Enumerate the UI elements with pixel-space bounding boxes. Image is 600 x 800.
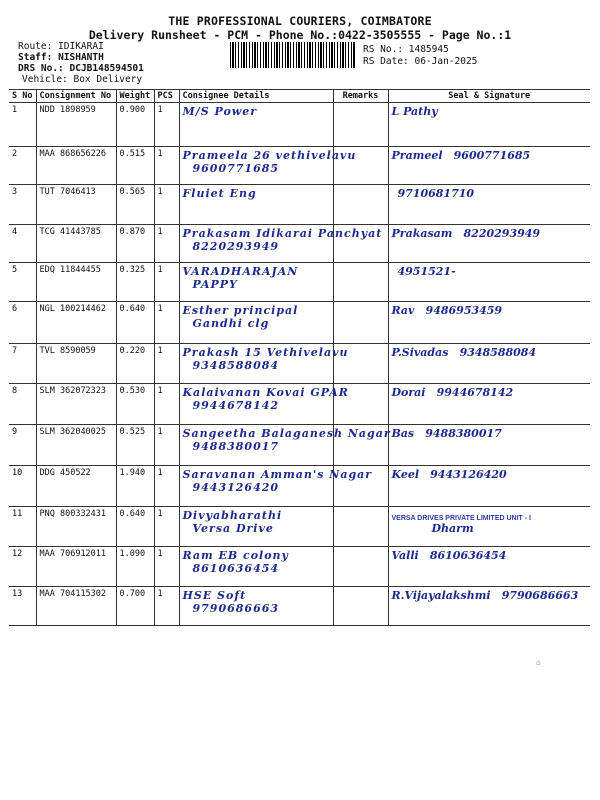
receiver-phone: 4951521-: [397, 265, 456, 278]
cell-weight: 0.325: [116, 263, 154, 302]
consignee-name: Fluiet Eng: [182, 187, 257, 200]
drs-label: DRS No.:: [18, 63, 64, 74]
cell-pcs: 1: [154, 507, 179, 547]
cell-consignee: [179, 185, 333, 225]
cell-signature: [388, 302, 590, 344]
consignee-detail: 9348588084: [192, 359, 280, 372]
cell-pcs: 1: [154, 185, 179, 225]
cell-sno: 6: [9, 302, 36, 344]
consignee-detail: 9790686663: [192, 602, 280, 615]
table-row: [9, 185, 590, 225]
cell-signature: [388, 103, 590, 147]
consignee-detail: 8610636454: [192, 562, 280, 575]
table-row: [9, 384, 590, 425]
table-row: [9, 225, 590, 263]
cell-pcs: 1: [154, 425, 179, 466]
cell-remarks: [333, 507, 388, 547]
receiver-phone: 9710681710: [397, 187, 475, 200]
consignee-detail: Versa Drive: [192, 522, 274, 535]
table-row: [9, 547, 590, 587]
vehicle-label: Vehicle: Box Delivery: [22, 74, 143, 85]
cell-weight: 1.940: [116, 466, 154, 507]
cell-consignment: MAA 868656226: [36, 147, 116, 185]
cell-pcs: 1: [154, 547, 179, 587]
col-consignee: Consignee Details: [179, 90, 333, 103]
consignee-detail: PAPPY: [192, 278, 238, 291]
col-pcs: PCS: [154, 90, 179, 103]
cell-weight: 0.220: [116, 344, 154, 384]
cell-sno: 10: [9, 466, 36, 507]
cell-consignment: MAA 704115302: [36, 587, 116, 626]
cell-pcs: 1: [154, 302, 179, 344]
consignee-name: Ram EB colony: [182, 549, 289, 562]
cell-weight: 0.565: [116, 185, 154, 225]
cell-pcs: 1: [154, 466, 179, 507]
cell-pcs: 1: [154, 103, 179, 147]
rs-info: [363, 44, 477, 68]
table-row: [9, 587, 590, 626]
cell-pcs: 1: [154, 587, 179, 626]
cell-signature: [388, 344, 590, 384]
consignee-name: HSE Soft: [182, 589, 247, 602]
cell-consignment: EDQ 11844455: [36, 263, 116, 302]
cell-consignment: SLM 362072323: [36, 384, 116, 425]
staff-name: NISHANTH: [58, 52, 104, 63]
scan-mark: ⌂: [536, 658, 541, 667]
cell-consignee: [179, 507, 333, 547]
cell-remarks: [333, 384, 388, 425]
cell-remarks: [333, 225, 388, 263]
cell-weight: 0.700: [116, 587, 154, 626]
cell-consignment: NGL 100214462: [36, 302, 116, 344]
cell-signature: [388, 384, 590, 425]
signature: Dorai: [391, 386, 426, 399]
cell-sno: 5: [9, 263, 36, 302]
cell-signature: [388, 547, 590, 587]
table-row: [9, 344, 590, 384]
cell-pcs: 1: [154, 384, 179, 425]
cell-sno: 7: [9, 344, 36, 384]
cell-consignment: SLM 362040025: [36, 425, 116, 466]
cell-pcs: 1: [154, 147, 179, 185]
cell-signature: [388, 147, 590, 185]
consignee-detail: 9944678142: [192, 399, 280, 412]
cell-weight: 0.530: [116, 384, 154, 425]
cell-signature: [388, 185, 590, 225]
cell-signature: [388, 466, 590, 507]
cell-signature: [388, 587, 590, 626]
cell-signature: [388, 507, 590, 547]
consignee-name: Prameela 26 vethivelavu: [182, 149, 357, 162]
cell-consignment: TVL 8590059: [36, 344, 116, 384]
signature: Keel: [391, 468, 419, 481]
cell-consignee: [179, 225, 383, 263]
runsheet-table: [9, 89, 590, 626]
signature: Prameel: [391, 149, 443, 162]
signature: Dharm: [431, 522, 474, 535]
signature: P.Sivadas: [391, 346, 449, 359]
col-consignment: Consignment No: [36, 90, 116, 103]
cell-pcs: 1: [154, 263, 179, 302]
drs-value: DCJB148594501: [69, 63, 144, 74]
cell-consignee: [179, 147, 357, 185]
signature: Prakasam: [391, 227, 453, 240]
cell-signature: [388, 263, 590, 302]
receiver-phone: 8220293949: [463, 227, 541, 240]
receiver-phone: 9443126420: [430, 468, 507, 481]
cell-consignment: PNQ 800332431: [36, 507, 116, 547]
cell-sno: 9: [9, 425, 36, 466]
table-row: [9, 147, 590, 185]
cell-consignee: [179, 103, 333, 147]
table-row: [9, 507, 590, 547]
cell-remarks: [333, 587, 388, 626]
cell-remarks: [333, 302, 388, 344]
cell-consignee: [179, 547, 333, 587]
cell-consignment: TUT 7046413: [36, 185, 116, 225]
cell-consignee: [179, 425, 391, 466]
table-header-row: [9, 90, 590, 103]
cell-consignment: NDD 1898959: [36, 103, 116, 147]
receiver-phone: 9486953459: [425, 304, 503, 317]
cell-weight: 0.870: [116, 225, 154, 263]
cell-sno: 1: [9, 103, 36, 147]
staff-label: Staff:: [18, 52, 53, 63]
cell-sno: 4: [9, 225, 36, 263]
cell-consignment: MAA 706912011: [36, 547, 116, 587]
signature: Bas: [391, 427, 415, 440]
cell-remarks: [333, 263, 388, 302]
cell-remarks: [333, 185, 388, 225]
cell-pcs: 1: [154, 344, 179, 384]
consignee-detail: 9443126420: [192, 481, 280, 494]
cell-remarks: [333, 344, 388, 384]
consignee-name: Prakash 15 Vethivelavu: [182, 346, 349, 359]
cell-weight: 0.515: [116, 147, 154, 185]
cell-weight: 0.640: [116, 507, 154, 547]
rs-number: RS No.: 1485945: [363, 44, 449, 55]
signature: L Pathy: [391, 105, 438, 118]
cell-sno: 13: [9, 587, 36, 626]
cell-signature: [388, 225, 590, 263]
cell-consignee: [179, 466, 373, 507]
company-title: THE PROFESSIONAL COURIERS, COIMBATORE: [168, 14, 432, 28]
cell-pcs: 1: [154, 225, 179, 263]
consignee-detail: Gandhi clg: [192, 317, 270, 330]
cell-remarks: [333, 147, 388, 185]
runsheet-subtitle: Delivery Runsheet - PCM - Phone No.:0422-3505555 - Page No.:1: [88, 28, 512, 42]
cell-weight: 0.640: [116, 302, 154, 344]
consignee-name: Kalaivanan Kovai GPAR: [182, 386, 349, 399]
receiver-phone: 8610636454: [429, 549, 507, 562]
table-row: [9, 302, 590, 344]
consignee-name: Divyabharathi: [182, 509, 283, 522]
cell-consignee: [179, 263, 333, 302]
route-label: Route: IDIKARAI: [18, 41, 104, 52]
receiver-phone: 9944678142: [436, 386, 514, 399]
col-signature: Seal & Signature: [388, 90, 590, 103]
consignee-name: M/S Power: [182, 105, 258, 118]
cell-sno: 12: [9, 547, 36, 587]
consignee-name: Saravanan Amman's Nagar: [182, 468, 373, 481]
cell-remarks: [333, 425, 388, 466]
cell-remarks: [333, 103, 388, 147]
rs-date: RS Date: 06-Jan-2025: [363, 56, 478, 67]
cell-weight: 0.900: [116, 103, 154, 147]
cell-consignee: [179, 302, 333, 344]
cell-signature: [388, 425, 590, 466]
signature: Rav: [391, 304, 415, 317]
col-sno: S No: [9, 90, 36, 103]
cell-remarks: [333, 466, 388, 507]
table-row: [9, 425, 590, 466]
cell-sno: 11: [9, 507, 36, 547]
cell-sno: 3: [9, 185, 36, 225]
col-weight: Weight: [116, 90, 154, 103]
receiver-phone: 9600771685: [453, 149, 531, 162]
table-row: [9, 466, 590, 507]
consignee-detail: 9488380017: [192, 440, 280, 453]
cell-remarks: [333, 547, 388, 587]
cell-sno: 8: [9, 384, 36, 425]
receiver-phone: 9790686663: [501, 589, 579, 602]
barcode-image: [230, 42, 355, 68]
table-row: [9, 103, 590, 147]
consignee-name: Sangeetha Balaganesh Nagar: [182, 427, 391, 440]
table-row: [9, 263, 590, 302]
consignee-name: Esther principal: [182, 304, 299, 317]
receiver-phone: 9348588084: [459, 346, 537, 359]
cell-consignment: TCG 41443785: [36, 225, 116, 263]
signature: Valli: [391, 549, 419, 562]
consignee-name: VARADHARAJAN: [182, 265, 299, 278]
signature: R.Vijayalakshmi: [391, 589, 491, 602]
cell-weight: 0.525: [116, 425, 154, 466]
company-stamp: VERSA DRIVES PRIVATE LIMITED UNIT - I: [391, 515, 531, 522]
consignee-detail: 8220293949: [192, 240, 280, 253]
consignee-name: Prakasam Idikarai Panchyat: [182, 227, 383, 240]
cell-weight: 1.090: [116, 547, 154, 587]
cell-consignee: [179, 384, 349, 425]
cell-consignee: [179, 587, 333, 626]
cell-consignment: DDG 450522: [36, 466, 116, 507]
cell-consignee: [179, 344, 349, 384]
consignee-detail: 9600771685: [192, 162, 280, 175]
cell-sno: 2: [9, 147, 36, 185]
receiver-phone: 9488380017: [425, 427, 502, 440]
col-remarks: Remarks: [333, 90, 388, 103]
